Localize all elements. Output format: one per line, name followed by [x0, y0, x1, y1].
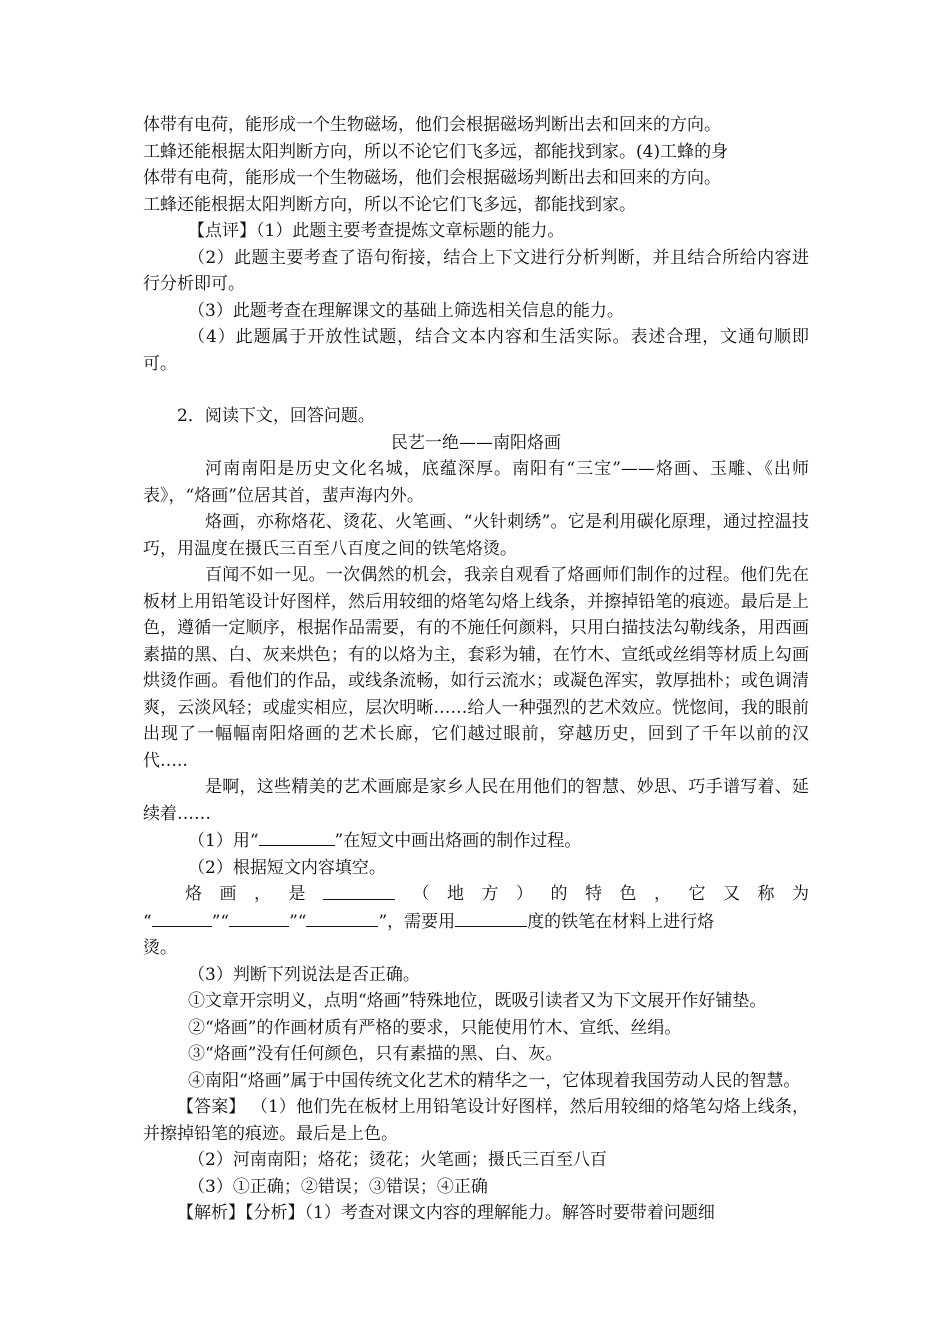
article-title: 民艺一绝——南阳烙画: [391, 432, 561, 453]
document-page: [143, 112, 809, 1227]
article-paragraph: 是啊，这些精美的艺术画廊是家乡人民在用他们的智慧、妙思、巧手谱写着、延续着……: [143, 777, 809, 824]
article-paragraph: 百闻不如一见。一次偶然的机会，我亲自观看了烙画师们制作的过程。他们先在板材上用铅笔设计好图样，然后用较细的烙笔勾烙上线条，并擦掉铅笔的痕迹。最后是上色，遵循一定顺序，根据作品需要，有的不施任何颜料，只用白描技法勾勒线条，用西画素描的黑、白、灰来烘色；有的以烙为主，套彩为辅，在竹木、宣纸或丝绢等材质上勾画烘烫作画。看他们的作品，或线条流畅，如行云流水；或凝色浑实，敦厚拙朴；或色调清爽，云淡风轻；或虚实相应，层次明晰……给人一种强烈的艺术效应。恍惚间，我的眼前出现了一幅幅南阳烙画的艺术长廊，它们越过眼前，穿越历史，回到了千年以前的汉代…..: [143, 565, 809, 771]
blank-line: [143, 377, 809, 403]
answer-blank[interactable]: [306, 908, 378, 927]
answer-blank[interactable]: [455, 908, 527, 927]
answer-item: （3）①正确；②错误；③错误；④正确: [188, 1176, 488, 1197]
text-line: 工蜂还能根据太阳判断方向，所以不论它们飞多远，都能找到家。(4)工蜂的身: [143, 141, 729, 162]
statement-3: ③“烙画”没有任何颜色，只有素描的黑、白、灰。: [188, 1044, 563, 1064]
article-paragraph: 河南南阳是历史文化名城，底蕴深厚。南阳有“三宝”——烙画、玉雕、《出师表》，“烙画”位居其首，蜚声海内外。: [143, 459, 809, 506]
analysis-block: 【解析】【分析】（1）考查对课文内容的理解能力。解答时要带着问题细: [177, 1203, 715, 1223]
answer-blank[interactable]: [152, 908, 212, 927]
answer-blank[interactable]: [229, 908, 289, 927]
sub-question-2: （2）根据短文内容填空。: [188, 857, 386, 878]
fill-in-row: “ ”“ ”“ ”，需要用 度的铁笔在材料上进行烙: [143, 908, 809, 936]
answer-block: 【答案】 （1）他们先在板材上用铅笔设计好图样，然后用较细的烙笔勾烙上线条，并擦掉铅笔的痕迹。最后是上色。: [143, 1097, 809, 1144]
comment-heading: 【点评】（1）此题主要考查提炼文章标题的能力。: [188, 221, 565, 241]
comment-item: （2）此题主要考查了语句衔接，结合上下文进行分析判断，并且结合所给内容进行分析即可。: [143, 247, 809, 294]
statement-4: ④南阳“烙画”属于中国传统文化艺术的精华之一，它体现着我国劳动人民的智慧。: [188, 1070, 801, 1091]
text-line: 体带有电荷，能形成一个生物磁场，他们会根据磁场判断出去和回来的方向。: [143, 115, 721, 135]
fill-in-row: 烙 画 ， 是 （ 地 方 ） 的 特 色 ， 它 又 称 为: [143, 881, 809, 908]
text-line: 烫。: [143, 938, 177, 958]
sub-question-3: （3）判断下列说法是否正确。: [188, 964, 420, 985]
answer-blank[interactable]: [323, 881, 395, 900]
comment-item: （3）此题考查在理解课文的基础上筛选相关信息的能力。: [188, 300, 624, 321]
comment-item: （4）此题属于开放性试题，结合文本内容和生活实际。表述合理，文通句顺即可。: [143, 327, 809, 374]
statement-2: ②“烙画”的作画材质有严格的要求，只能使用竹木、宣纸、丝绢。: [188, 1017, 682, 1038]
answer-item: （2）河南南阳；烙花；烫花；火笔画；摄氏三百至八百: [188, 1150, 607, 1170]
text-line: 工蜂还能根据太阳判断方向，所以不论它们飞多远，都能找到家。: [143, 194, 636, 215]
question-heading: 2．阅读下文，回答问题。: [177, 406, 375, 426]
text-line: 体带有电荷，能形成一个生物磁场，他们会根据磁场判断出去和回来的方向。: [143, 168, 721, 188]
sub-question-1: （1）用“ ”在短文中画出烙画的制作过程。: [143, 827, 809, 855]
article-paragraph: 烙画，亦称烙花、烫花、火笔画、“火针刺绣”。它是利用碳化原理，通过控温技巧，用温度在摄氏三百至八百度之间的铁笔烙烫。: [143, 512, 809, 559]
statement-1: ①文章开宗明义，点明“烙画”特殊地位，既吸引读者又为下文展开作好铺垫。: [188, 991, 767, 1011]
answer-blank[interactable]: [259, 827, 335, 846]
